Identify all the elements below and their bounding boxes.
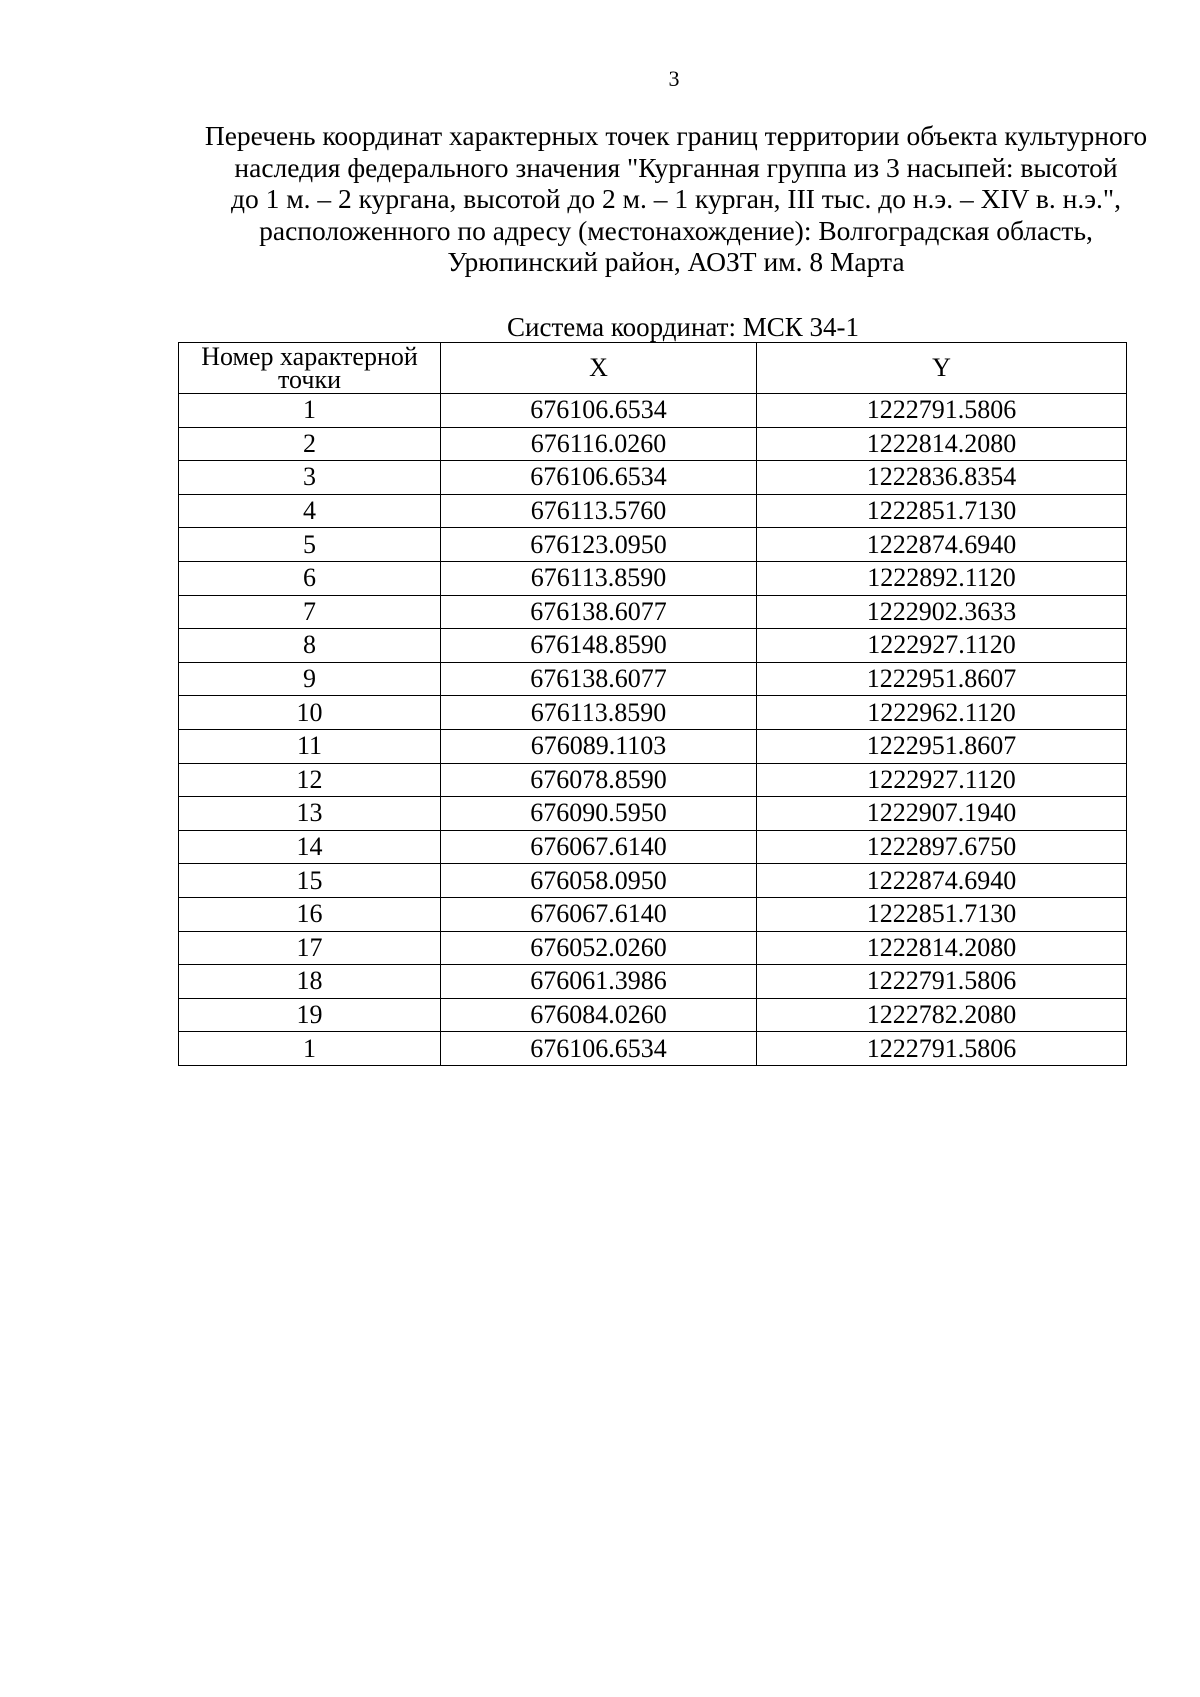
table-row [179,864,1127,898]
point-number-cell: 8 [179,629,441,663]
y-coordinate-cell: 1222951.8607 [757,729,1127,763]
point-number-cell: 2 [179,427,441,461]
x-coordinate-cell: 676106.6534 [441,394,757,428]
x-coordinate-cell: 676106.6534 [441,461,757,495]
table-row [179,461,1127,495]
y-coordinate-cell: 1222851.7130 [757,897,1127,931]
header-point-number [179,343,441,394]
title-line: до 1 м. – 2 кургана, высотой до 2 м. – 1 курган, III тыс. до н.э. – XIV в. н.э.", [231,183,1121,214]
point-number-cell: 16 [179,897,441,931]
x-coordinate-cell: 676061.3986 [441,965,757,999]
point-number-cell: 3 [179,461,441,495]
table-row [179,629,1127,663]
table-row [179,897,1127,931]
y-coordinate-cell: 1222927.1120 [757,629,1127,663]
y-coordinate-cell: 1222814.2080 [757,931,1127,965]
table-header-row [179,343,1127,394]
table-body [179,394,1127,1066]
point-number-cell: 10 [179,696,441,730]
y-coordinate-cell: 1222851.7130 [757,494,1127,528]
table-row [179,1032,1127,1066]
table-row [179,561,1127,595]
header-x: X [441,343,757,394]
table-row [179,494,1127,528]
title-line: Перечень координат характерных точек границ территории объекта культурного [204,120,1148,151]
table-row [179,427,1127,461]
point-number-cell: 9 [179,662,441,696]
point-number-cell: 1 [179,1032,441,1066]
table-row [179,394,1127,428]
point-number-cell: 13 [179,797,441,831]
table-row [179,797,1127,831]
point-number-cell: 19 [179,998,441,1032]
x-coordinate-cell: 676113.5760 [441,494,757,528]
coordinates-table [178,342,1127,1066]
y-coordinate-cell: 1222951.8607 [757,662,1127,696]
point-number-cell: 5 [179,528,441,562]
y-coordinate-cell: 1222902.3633 [757,595,1127,629]
title-line: Урюпинский район, АОЗТ им. 8 Марта [447,246,905,277]
point-number-cell: 11 [179,729,441,763]
title-line: расположенного по адресу (местонахождение): Волгоградская область, [259,214,1093,246]
x-coordinate-cell: 676089.1103 [441,729,757,763]
x-coordinate-cell: 676078.8590 [441,763,757,797]
point-number-cell: 1 [179,394,441,428]
x-coordinate-cell: 676058.0950 [441,864,757,898]
table-row [179,998,1127,1032]
x-coordinate-cell: 676116.0260 [441,427,757,461]
table-row [179,763,1127,797]
title-line: наследия федерального значения "Курганная группа из 3 насыпей: высотой [234,151,1118,183]
y-coordinate-cell: 1222962.1120 [757,696,1127,730]
x-coordinate-cell: 676123.0950 [441,528,757,562]
point-number-cell: 17 [179,931,441,965]
point-number-cell: 15 [179,864,441,898]
x-coordinate-cell: 676148.8590 [441,629,757,663]
x-coordinate-cell: 676067.6140 [441,897,757,931]
table-row [179,965,1127,999]
table-row [179,830,1127,864]
y-coordinate-cell: 1222897.6750 [757,830,1127,864]
x-coordinate-cell: 676113.8590 [441,696,757,730]
x-coordinate-cell: 676138.6077 [441,595,757,629]
page-number: 3 [668,66,680,91]
header-y: Y [757,343,1127,394]
x-coordinate-cell: 676052.0260 [441,931,757,965]
y-coordinate-cell: 1222874.6940 [757,528,1127,562]
table-row [179,595,1127,629]
table-row [179,696,1127,730]
y-coordinate-cell: 1222836.8354 [757,461,1127,495]
y-coordinate-cell: 1222874.6940 [757,864,1127,898]
y-coordinate-cell: 1222927.1120 [757,763,1127,797]
table-row [179,528,1127,562]
header-point-number-line2: точки [278,365,341,394]
point-number-cell: 18 [179,965,441,999]
point-number-cell: 6 [179,561,441,595]
point-number-cell: 14 [179,830,441,864]
x-coordinate-cell: 676106.6534 [441,1032,757,1066]
point-number-cell: 4 [179,494,441,528]
table-row [179,931,1127,965]
table-row [179,729,1127,763]
y-coordinate-cell: 1222791.5806 [757,965,1127,999]
y-coordinate-cell: 1222907.1940 [757,797,1127,831]
y-coordinate-cell: 1222791.5806 [757,394,1127,428]
y-coordinate-cell: 1222814.2080 [757,427,1127,461]
x-coordinate-cell: 676090.5950 [441,797,757,831]
y-coordinate-cell: 1222892.1120 [757,561,1127,595]
x-coordinate-cell: 676113.8590 [441,561,757,595]
point-number-cell: 12 [179,763,441,797]
coordinate-system-label: Система координат: МСК 34-1 [507,312,859,342]
y-coordinate-cell: 1222782.2080 [757,998,1127,1032]
x-coordinate-cell: 676067.6140 [441,830,757,864]
x-coordinate-cell: 676138.6077 [441,662,757,696]
header-point-number-line1: Номер характерной [201,342,418,371]
x-coordinate-cell: 676084.0260 [441,998,757,1032]
point-number-cell: 7 [179,595,441,629]
document-title [176,120,1176,278]
table-row [179,662,1127,696]
y-coordinate-cell: 1222791.5806 [757,1032,1127,1066]
